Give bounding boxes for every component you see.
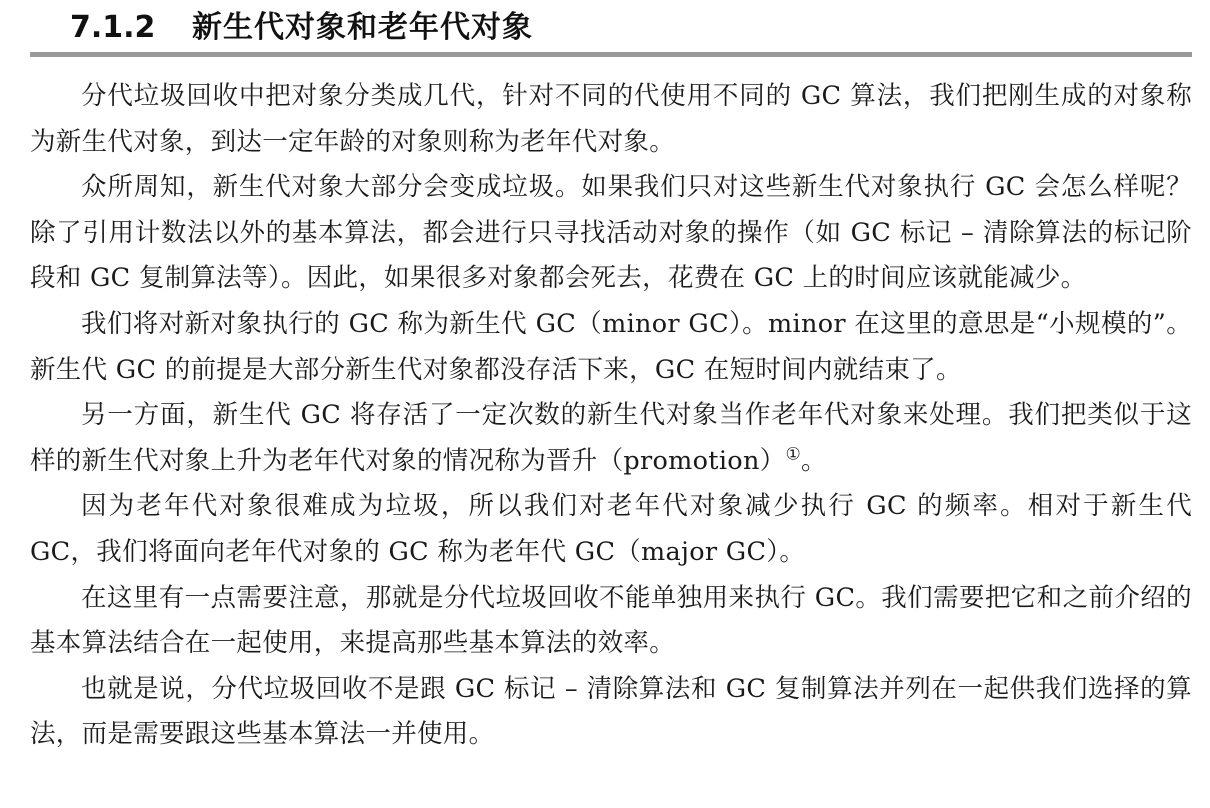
paragraph: 众所周知，新生代对象大部分会变成垃圾。如果我们只对这些新生代对象执行 GC 会怎么样呢？除了引用计数法以外的基本算法，都会进行只寻找活动对象的操作（如 GC 标记 – 清除算法的标记阶段和 GC 复制算法等）。因此，如果很多对象都会死去，花费在 GC 上的时间应该就能减少。: [30, 172, 1192, 294]
body-text: [30, 74, 1192, 758]
paragraph: 分代垃圾回收中把对象分类成几代，针对不同的代使用不同的 GC 算法，我们把刚生成的对象称为新生代对象，到达一定年龄的对象则称为老年代对象。: [30, 81, 1192, 157]
paragraph: 在这里有一点需要注意，那就是分代垃圾回收不能单独用来执行 GC。我们需要把它和之前介绍的基本算法结合在一起使用，来提高那些基本算法的效率。: [30, 582, 1192, 659]
footnote-marker[interactable]: ①: [785, 444, 802, 465]
paragraph-tail: 。: [801, 445, 827, 476]
section-number: 7.1.2: [70, 10, 156, 45]
paragraph: [30, 393, 1192, 484]
paragraph: 也就是说，分代垃圾回收不是跟 GC 标记 – 清除算法和 GC 复制算法并列在一起供我们选择的算法，而是需要跟这些基本算法一并使用。: [30, 673, 1192, 750]
paragraph: 我们将对新对象执行的 GC 称为新生代 GC（minor GC）。minor 在这里的意思是“小规模的”。新生代 GC 的前提是大部分新生代对象都没存活下来，GC 在短时间内就结束了。: [30, 308, 1192, 385]
section-header: [30, 0, 1192, 57]
paragraph: 因为老年代对象很难成为垃圾，所以我们对老年代对象减少执行 GC 的频率。相对于新生代 GC，我们将面向老年代对象的 GC 称为老年代 GC（major GC）。: [30, 491, 1192, 567]
section-title: 新生代对象和老年代对象: [192, 10, 533, 45]
paragraph-text: 另一方面，新生代 GC 将存活了一定次数的新生代对象当作老年代对象来处理。我们把类似于这样的新生代对象上升为老年代对象的情况称为晋升（promotion）: [30, 400, 1192, 476]
